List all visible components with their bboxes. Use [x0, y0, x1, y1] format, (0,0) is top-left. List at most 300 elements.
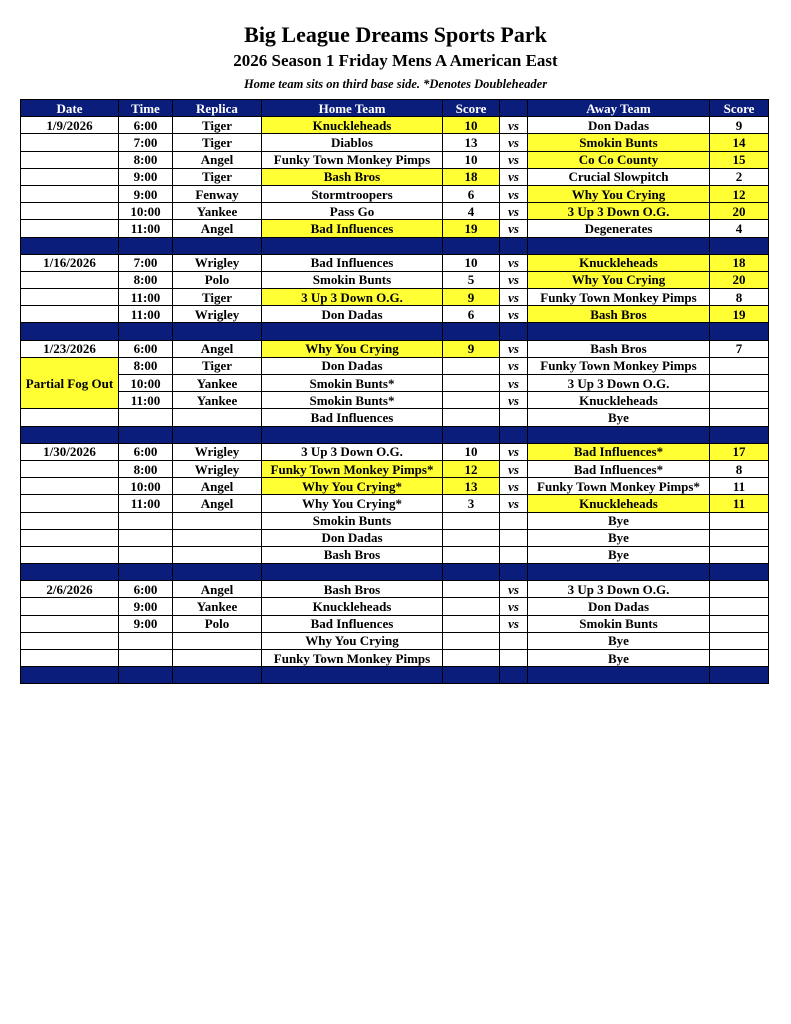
- away-score-cell: 17: [710, 443, 769, 460]
- separator-cell: [528, 667, 710, 684]
- time-cell: [119, 632, 173, 649]
- replica-cell: [173, 512, 262, 529]
- home-team-cell: Don Dadas: [262, 357, 443, 374]
- section-separator: [21, 323, 769, 340]
- time-cell: 11:00: [119, 289, 173, 306]
- home-team-cell: Smokin Bunts: [262, 512, 443, 529]
- page-note: Home team sits on third base side. *Denotes Doubleheader: [243, 77, 548, 91]
- vs-cell: [500, 512, 528, 529]
- time-cell: 8:00: [119, 357, 173, 374]
- date-cell: [21, 460, 119, 477]
- table-row: [21, 615, 769, 632]
- home-team-cell: Why You Crying: [262, 632, 443, 649]
- vs-cell: vs: [500, 289, 528, 306]
- separator-cell: [500, 323, 528, 340]
- home-team-cell: Don Dadas: [262, 306, 443, 323]
- page-subtitle: 2026 Season 1 Friday Mens A American East: [233, 51, 558, 70]
- date-cell: 2/6/2026: [21, 581, 119, 598]
- replica-cell: Yankee: [173, 203, 262, 220]
- separator-cell: [528, 237, 710, 254]
- away-score-cell: 8: [710, 289, 769, 306]
- date-cell: [21, 151, 119, 168]
- time-cell: 8:00: [119, 271, 173, 288]
- home-score-cell: 3: [443, 495, 500, 512]
- vs-cell: vs: [500, 254, 528, 271]
- away-team-cell: Knuckleheads: [528, 254, 710, 271]
- table-row: [21, 650, 769, 667]
- away-team-cell: 3 Up 3 Down O.G.: [528, 203, 710, 220]
- replica-cell: Angel: [173, 581, 262, 598]
- separator-cell: [443, 564, 500, 581]
- home-score-cell: 4: [443, 203, 500, 220]
- home-team-cell: Funky Town Monkey Pimps: [262, 151, 443, 168]
- away-score-cell: 11: [710, 478, 769, 495]
- section-separator: [21, 237, 769, 254]
- date-cell: [21, 529, 119, 546]
- separator-cell: [443, 323, 500, 340]
- vs-cell: vs: [500, 460, 528, 477]
- separator-cell: [710, 237, 769, 254]
- replica-cell: [173, 529, 262, 546]
- home-score-cell: 6: [443, 185, 500, 202]
- separator-cell: [528, 564, 710, 581]
- time-cell: 9:00: [119, 185, 173, 202]
- vs-cell: vs: [500, 598, 528, 615]
- date-cell: [21, 220, 119, 237]
- replica-cell: Angel: [173, 495, 262, 512]
- time-cell: [119, 512, 173, 529]
- separator-cell: [443, 426, 500, 443]
- table-row: [21, 289, 769, 306]
- table-row: [21, 478, 769, 495]
- time-cell: [119, 529, 173, 546]
- col-header-date: Date: [21, 100, 119, 117]
- home-score-cell: 10: [443, 117, 500, 134]
- away-score-cell: [710, 650, 769, 667]
- col-header-replica: Replica: [173, 100, 262, 117]
- fog-note-cell: Partial Fog Out: [21, 357, 119, 409]
- vs-cell: vs: [500, 185, 528, 202]
- away-score-cell: 9: [710, 117, 769, 134]
- vs-cell: [500, 529, 528, 546]
- away-team-cell: Bash Bros: [528, 306, 710, 323]
- section-separator: [21, 564, 769, 581]
- away-score-cell: [710, 546, 769, 563]
- home-team-cell: Bash Bros: [262, 168, 443, 185]
- away-score-cell: [710, 529, 769, 546]
- table-row: [21, 185, 769, 202]
- separator-cell: [21, 564, 119, 581]
- away-team-cell: Funky Town Monkey Pimps: [528, 289, 710, 306]
- vs-cell: vs: [500, 375, 528, 392]
- time-cell: 11:00: [119, 220, 173, 237]
- home-team-cell: Bad Influences: [262, 409, 443, 426]
- separator-cell: [500, 667, 528, 684]
- home-team-cell: Bash Bros: [262, 581, 443, 598]
- away-score-cell: [710, 615, 769, 632]
- home-team-cell: Smokin Bunts*: [262, 392, 443, 409]
- vs-cell: vs: [500, 443, 528, 460]
- away-team-cell: Bash Bros: [528, 340, 710, 357]
- home-score-cell: 13: [443, 478, 500, 495]
- vs-cell: vs: [500, 117, 528, 134]
- table-row: [21, 598, 769, 615]
- replica-cell: Yankee: [173, 598, 262, 615]
- home-score-cell: 10: [443, 151, 500, 168]
- away-team-cell: Bye: [528, 409, 710, 426]
- schedule-body: [21, 117, 769, 684]
- away-score-cell: 20: [710, 203, 769, 220]
- replica-cell: Tiger: [173, 357, 262, 374]
- vs-cell: vs: [500, 271, 528, 288]
- separator-cell: [119, 426, 173, 443]
- replica-cell: Fenway: [173, 185, 262, 202]
- table-row: [21, 340, 769, 357]
- separator-cell: [119, 237, 173, 254]
- home-score-cell: [443, 529, 500, 546]
- table-row: [21, 117, 769, 134]
- home-team-cell: Smokin Bunts*: [262, 375, 443, 392]
- separator-cell: [528, 323, 710, 340]
- home-score-cell: 9: [443, 340, 500, 357]
- away-team-cell: Knuckleheads: [528, 495, 710, 512]
- replica-cell: Polo: [173, 271, 262, 288]
- separator-cell: [710, 323, 769, 340]
- table-row: [21, 168, 769, 185]
- away-team-cell: Knuckleheads: [528, 392, 710, 409]
- table-row: [21, 203, 769, 220]
- away-team-cell: 3 Up 3 Down O.G.: [528, 375, 710, 392]
- away-score-cell: [710, 357, 769, 374]
- away-score-cell: 14: [710, 134, 769, 151]
- separator-cell: [443, 667, 500, 684]
- home-team-cell: Smokin Bunts: [262, 271, 443, 288]
- replica-cell: Tiger: [173, 134, 262, 151]
- separator-cell: [21, 323, 119, 340]
- replica-cell: Wrigley: [173, 254, 262, 271]
- replica-cell: [173, 409, 262, 426]
- home-score-cell: 5: [443, 271, 500, 288]
- replica-cell: [173, 650, 262, 667]
- home-score-cell: [443, 357, 500, 374]
- home-team-cell: 3 Up 3 Down O.G.: [262, 443, 443, 460]
- page-title: Big League Dreams Sports Park: [244, 22, 547, 47]
- date-cell: [21, 650, 119, 667]
- time-cell: 7:00: [119, 134, 173, 151]
- home-team-cell: Why You Crying: [262, 340, 443, 357]
- separator-cell: [173, 237, 262, 254]
- table-row: [21, 254, 769, 271]
- col-header-vs: [500, 100, 528, 117]
- replica-cell: Tiger: [173, 117, 262, 134]
- date-cell: [21, 546, 119, 563]
- away-score-cell: 20: [710, 271, 769, 288]
- home-team-cell: Funky Town Monkey Pimps*: [262, 460, 443, 477]
- table-row: [21, 495, 769, 512]
- table-row: [21, 632, 769, 649]
- home-team-cell: Bad Influences: [262, 220, 443, 237]
- col-header-home-score: Score: [443, 100, 500, 117]
- home-score-cell: 18: [443, 168, 500, 185]
- time-cell: [119, 546, 173, 563]
- date-cell: [21, 495, 119, 512]
- separator-cell: [262, 237, 443, 254]
- separator-cell: [500, 237, 528, 254]
- away-score-cell: [710, 581, 769, 598]
- home-team-cell: Bad Influences: [262, 254, 443, 271]
- table-row: [21, 512, 769, 529]
- away-score-cell: 2: [710, 168, 769, 185]
- table-row: [21, 151, 769, 168]
- away-score-cell: 18: [710, 254, 769, 271]
- replica-cell: Polo: [173, 615, 262, 632]
- replica-cell: Yankee: [173, 392, 262, 409]
- separator-cell: [710, 667, 769, 684]
- replica-cell: Yankee: [173, 375, 262, 392]
- replica-cell: Tiger: [173, 168, 262, 185]
- away-team-cell: Smokin Bunts: [528, 615, 710, 632]
- time-cell: [119, 409, 173, 426]
- replica-cell: Angel: [173, 340, 262, 357]
- date-cell: 1/16/2026: [21, 254, 119, 271]
- away-team-cell: Degenerates: [528, 220, 710, 237]
- vs-cell: vs: [500, 615, 528, 632]
- home-score-cell: [443, 650, 500, 667]
- date-cell: [21, 289, 119, 306]
- away-team-cell: Don Dadas: [528, 117, 710, 134]
- separator-cell: [710, 426, 769, 443]
- time-cell: 10:00: [119, 375, 173, 392]
- away-score-cell: 19: [710, 306, 769, 323]
- away-team-cell: Bye: [528, 632, 710, 649]
- time-cell: 6:00: [119, 340, 173, 357]
- vs-cell: [500, 632, 528, 649]
- home-score-cell: 19: [443, 220, 500, 237]
- col-header-home-team: Home Team: [262, 100, 443, 117]
- time-cell: 9:00: [119, 598, 173, 615]
- table-row: [21, 220, 769, 237]
- table-row: [21, 529, 769, 546]
- home-team-cell: Diablos: [262, 134, 443, 151]
- date-cell: [21, 203, 119, 220]
- vs-cell: vs: [500, 168, 528, 185]
- col-header-away-score: Score: [710, 100, 769, 117]
- home-team-cell: Funky Town Monkey Pimps: [262, 650, 443, 667]
- header-row: [21, 100, 769, 117]
- table-row: [21, 546, 769, 563]
- vs-cell: vs: [500, 495, 528, 512]
- time-cell: 11:00: [119, 306, 173, 323]
- col-header-away-team: Away Team: [528, 100, 710, 117]
- away-score-cell: [710, 409, 769, 426]
- separator-cell: [173, 667, 262, 684]
- home-score-cell: [443, 546, 500, 563]
- vs-cell: vs: [500, 340, 528, 357]
- replica-cell: Angel: [173, 220, 262, 237]
- replica-cell: Wrigley: [173, 460, 262, 477]
- separator-cell: [262, 564, 443, 581]
- home-score-cell: [443, 615, 500, 632]
- replica-cell: Wrigley: [173, 443, 262, 460]
- separator-cell: [173, 564, 262, 581]
- replica-cell: [173, 546, 262, 563]
- time-cell: 10:00: [119, 203, 173, 220]
- date-cell: 1/23/2026: [21, 340, 119, 357]
- home-team-cell: Don Dadas: [262, 529, 443, 546]
- separator-cell: [21, 667, 119, 684]
- table-row: [21, 375, 769, 392]
- away-score-cell: [710, 598, 769, 615]
- col-header-time: Time: [119, 100, 173, 117]
- date-cell: [21, 134, 119, 151]
- away-team-cell: Bye: [528, 546, 710, 563]
- vs-cell: vs: [500, 581, 528, 598]
- table-row: [21, 443, 769, 460]
- separator-cell: [443, 237, 500, 254]
- time-cell: 7:00: [119, 254, 173, 271]
- vs-cell: [500, 409, 528, 426]
- time-cell: 8:00: [119, 460, 173, 477]
- away-team-cell: Bad Influences*: [528, 443, 710, 460]
- vs-cell: vs: [500, 134, 528, 151]
- section-separator: [21, 426, 769, 443]
- home-score-cell: [443, 409, 500, 426]
- vs-cell: vs: [500, 357, 528, 374]
- table-row: [21, 460, 769, 477]
- away-score-cell: 7: [710, 340, 769, 357]
- date-cell: 1/30/2026: [21, 443, 119, 460]
- replica-cell: Tiger: [173, 289, 262, 306]
- separator-cell: [262, 323, 443, 340]
- section-separator: [21, 667, 769, 684]
- home-score-cell: 10: [443, 254, 500, 271]
- away-team-cell: Bad Influences*: [528, 460, 710, 477]
- separator-cell: [119, 667, 173, 684]
- home-score-cell: [443, 375, 500, 392]
- time-cell: 11:00: [119, 392, 173, 409]
- home-team-cell: Bad Influences: [262, 615, 443, 632]
- separator-cell: [262, 667, 443, 684]
- vs-cell: [500, 546, 528, 563]
- separator-cell: [119, 323, 173, 340]
- time-cell: [119, 650, 173, 667]
- vs-cell: vs: [500, 478, 528, 495]
- home-score-cell: [443, 581, 500, 598]
- home-score-cell: [443, 512, 500, 529]
- away-team-cell: Why You Crying: [528, 185, 710, 202]
- home-score-cell: [443, 392, 500, 409]
- date-cell: [21, 598, 119, 615]
- separator-cell: [500, 426, 528, 443]
- separator-cell: [119, 564, 173, 581]
- home-score-cell: [443, 598, 500, 615]
- schedule-table: [20, 99, 769, 684]
- date-cell: 1/9/2026: [21, 117, 119, 134]
- time-cell: 6:00: [119, 443, 173, 460]
- time-cell: 6:00: [119, 581, 173, 598]
- table-row: [21, 134, 769, 151]
- away-team-cell: 3 Up 3 Down O.G.: [528, 581, 710, 598]
- away-team-cell: Smokin Bunts: [528, 134, 710, 151]
- table-row: [21, 409, 769, 426]
- away-team-cell: Crucial Slowpitch: [528, 168, 710, 185]
- date-cell: [21, 271, 119, 288]
- time-cell: 10:00: [119, 478, 173, 495]
- away-score-cell: 15: [710, 151, 769, 168]
- home-score-cell: 12: [443, 460, 500, 477]
- vs-cell: vs: [500, 306, 528, 323]
- away-team-cell: Funky Town Monkey Pimps: [528, 357, 710, 374]
- away-score-cell: 11: [710, 495, 769, 512]
- table-row: [21, 392, 769, 409]
- home-score-cell: 13: [443, 134, 500, 151]
- home-score-cell: 10: [443, 443, 500, 460]
- table-row: [21, 357, 769, 374]
- date-cell: [21, 478, 119, 495]
- date-cell: [21, 168, 119, 185]
- away-score-cell: 8: [710, 460, 769, 477]
- away-team-cell: Bye: [528, 650, 710, 667]
- time-cell: 8:00: [119, 151, 173, 168]
- away-team-cell: Bye: [528, 529, 710, 546]
- home-team-cell: Why You Crying*: [262, 495, 443, 512]
- separator-cell: [21, 237, 119, 254]
- vs-cell: vs: [500, 151, 528, 168]
- vs-cell: vs: [500, 392, 528, 409]
- replica-cell: Wrigley: [173, 306, 262, 323]
- home-team-cell: Pass Go: [262, 203, 443, 220]
- away-score-cell: 4: [710, 220, 769, 237]
- time-cell: 9:00: [119, 615, 173, 632]
- home-team-cell: Stormtroopers: [262, 185, 443, 202]
- home-score-cell: 9: [443, 289, 500, 306]
- vs-cell: [500, 650, 528, 667]
- separator-cell: [262, 426, 443, 443]
- away-score-cell: 12: [710, 185, 769, 202]
- away-score-cell: [710, 632, 769, 649]
- away-score-cell: [710, 375, 769, 392]
- away-team-cell: Don Dadas: [528, 598, 710, 615]
- date-cell: [21, 632, 119, 649]
- date-cell: [21, 512, 119, 529]
- home-team-cell: Bash Bros: [262, 546, 443, 563]
- table-row: [21, 271, 769, 288]
- separator-cell: [21, 426, 119, 443]
- replica-cell: [173, 632, 262, 649]
- separator-cell: [528, 426, 710, 443]
- time-cell: 6:00: [119, 117, 173, 134]
- date-cell: [21, 185, 119, 202]
- home-score-cell: 6: [443, 306, 500, 323]
- home-team-cell: Knuckleheads: [262, 117, 443, 134]
- date-cell: [21, 409, 119, 426]
- away-team-cell: Co Co County: [528, 151, 710, 168]
- home-team-cell: Knuckleheads: [262, 598, 443, 615]
- date-cell: [21, 615, 119, 632]
- vs-cell: vs: [500, 220, 528, 237]
- separator-cell: [173, 323, 262, 340]
- away-score-cell: [710, 512, 769, 529]
- table-row: [21, 581, 769, 598]
- separator-cell: [500, 564, 528, 581]
- time-cell: 9:00: [119, 168, 173, 185]
- away-team-cell: Bye: [528, 512, 710, 529]
- date-cell: [21, 306, 119, 323]
- table-row: [21, 306, 769, 323]
- home-team-cell: 3 Up 3 Down O.G.: [262, 289, 443, 306]
- vs-cell: vs: [500, 203, 528, 220]
- home-team-cell: Why You Crying*: [262, 478, 443, 495]
